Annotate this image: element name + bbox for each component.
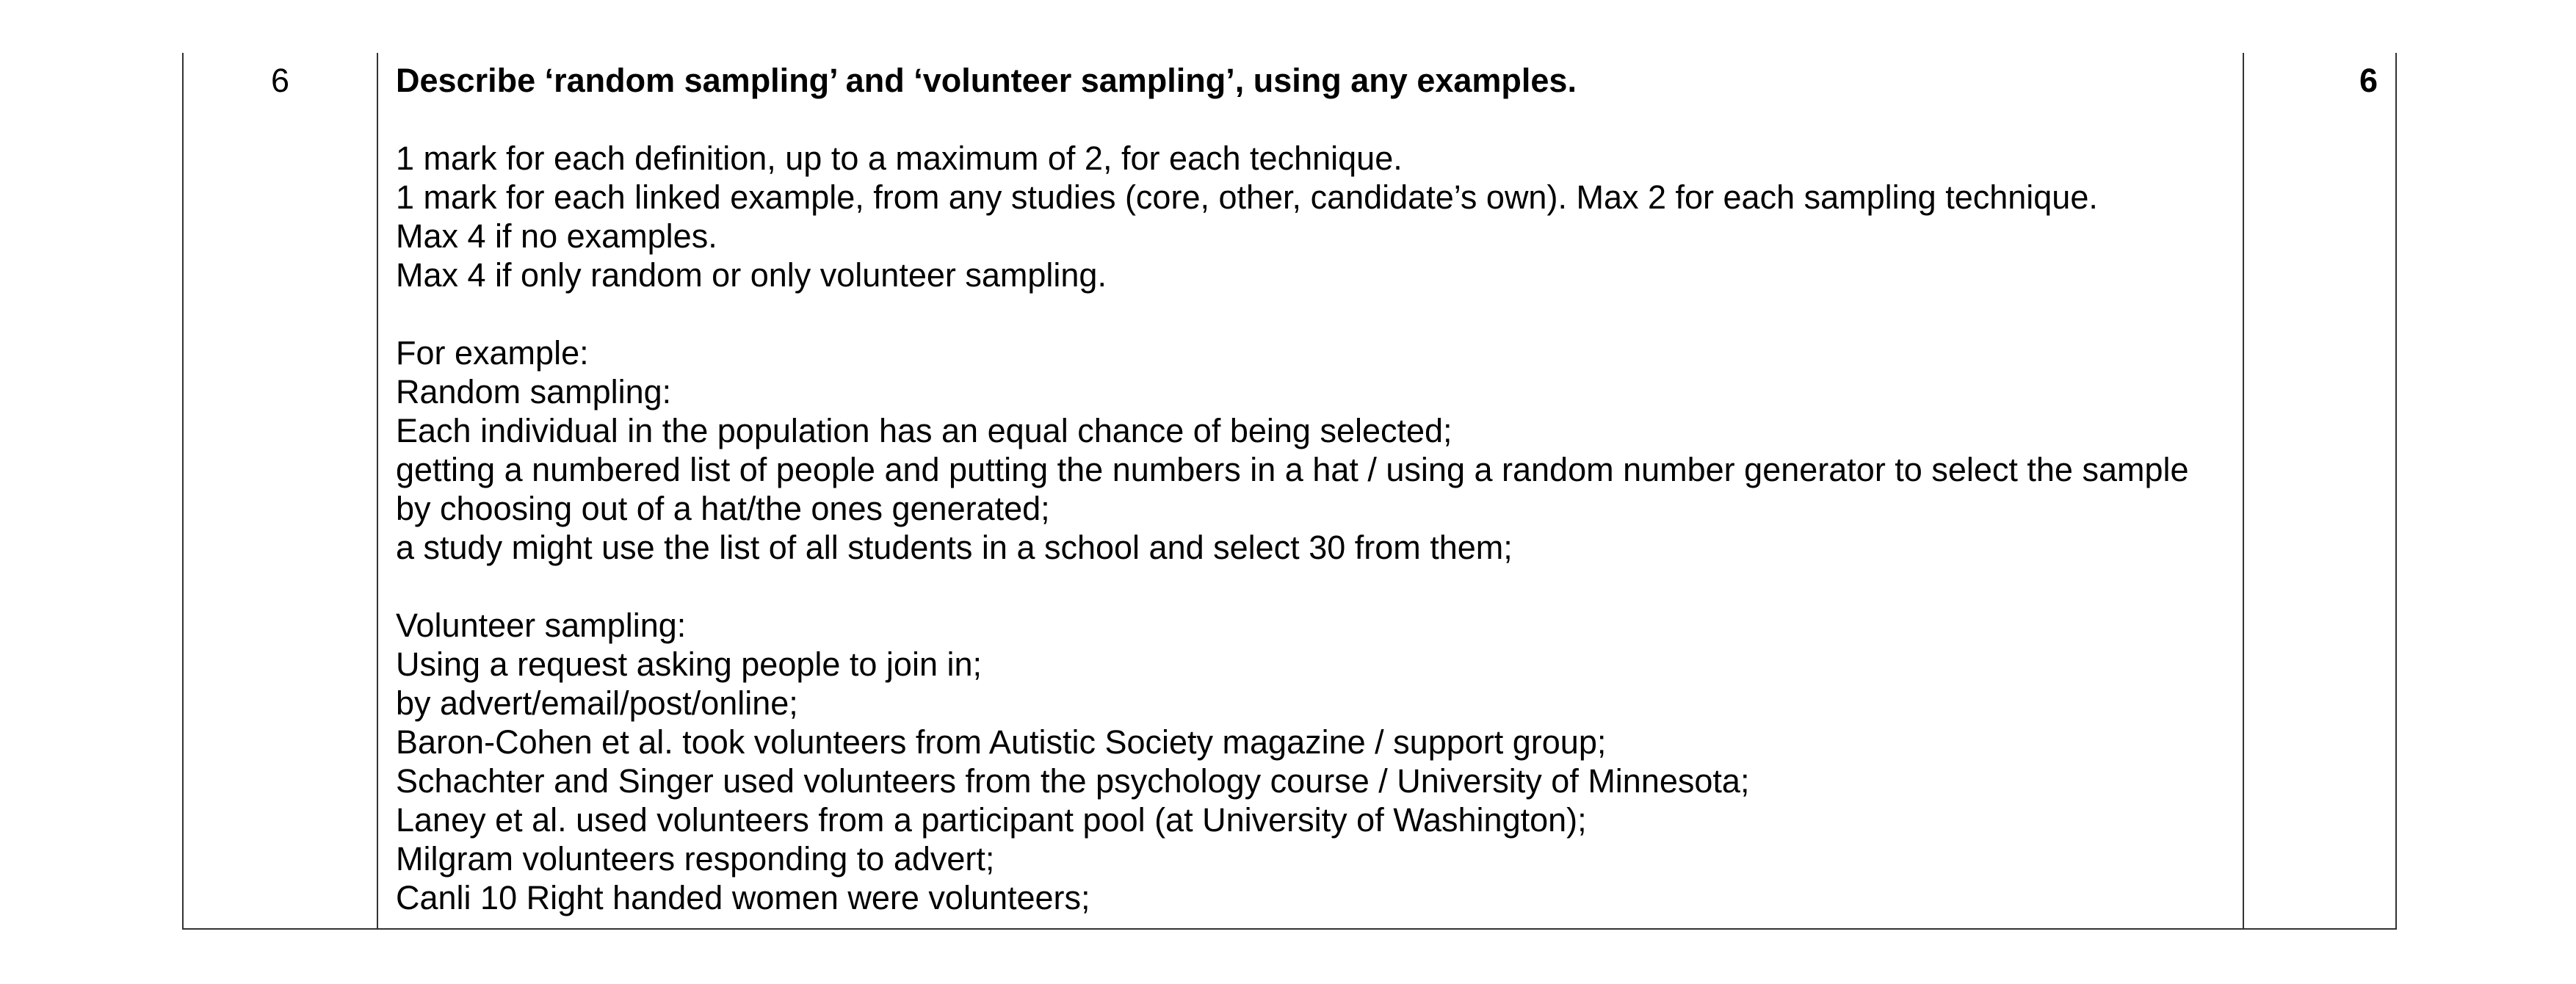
question-number-cell <box>184 53 378 928</box>
guidance-line: Max 4 if only random or only volunteer sampling. <box>396 256 1107 294</box>
volunteer-sampling-line: Baron-Cohen et al. took volunteers from Autistic Society magazine / support group; <box>396 723 1607 761</box>
marks-value: 6 <box>2359 62 2378 99</box>
random-sampling-line: getting a numbered list of people and putting the numbers in a hat / using a random number generator to select the sample <box>396 451 2189 488</box>
guidance-line: Max 4 if no examples. <box>396 217 717 255</box>
guidance-line: 1 mark for each definition, up to a maximum of 2, for each technique. <box>396 140 1403 177</box>
volunteer-sampling-line: Laney et al. used volunteers from a participant pool (at University of Washington); <box>396 801 1587 839</box>
random-sampling-line: a study might use the list of all students in a school and select 30 from them; <box>396 529 1513 566</box>
spacer <box>396 100 2243 139</box>
question-number: 6 <box>270 62 290 99</box>
volunteer-sampling-line: Milgram volunteers responding to advert; <box>396 840 995 878</box>
marks-cell <box>2244 53 2395 928</box>
volunteer-sampling-heading: Volunteer sampling: <box>396 607 687 644</box>
spacer <box>396 294 2243 333</box>
random-sampling-heading: Random sampling: <box>396 373 672 410</box>
mark-scheme-table <box>182 53 2397 930</box>
volunteer-sampling-line: by advert/email/post/online; <box>396 684 798 722</box>
question-text: Describe ‘random sampling’ and ‘volunteer sampling’, using any examples. <box>396 62 1577 99</box>
example-heading: For example: <box>396 334 589 372</box>
volunteer-sampling-line: Canli 10 Right handed women were volunteers; <box>396 879 1090 916</box>
volunteer-sampling-line: Using a request asking people to join in; <box>396 645 983 683</box>
answer-guidance-cell <box>378 53 2244 928</box>
random-sampling-line: Each individual in the population has an equal chance of being selected; <box>396 412 1452 449</box>
spacer <box>396 567 2243 606</box>
random-sampling-line: by choosing out of a hat/the ones generated; <box>396 490 1050 527</box>
guidance-line: 1 mark for each linked example, from any studies (core, other, candidate’s own). Max 2 for each sampling technique. <box>396 178 2098 216</box>
volunteer-sampling-line: Schachter and Singer used volunteers from the psychology course / University of Minnesota; <box>396 762 1750 800</box>
